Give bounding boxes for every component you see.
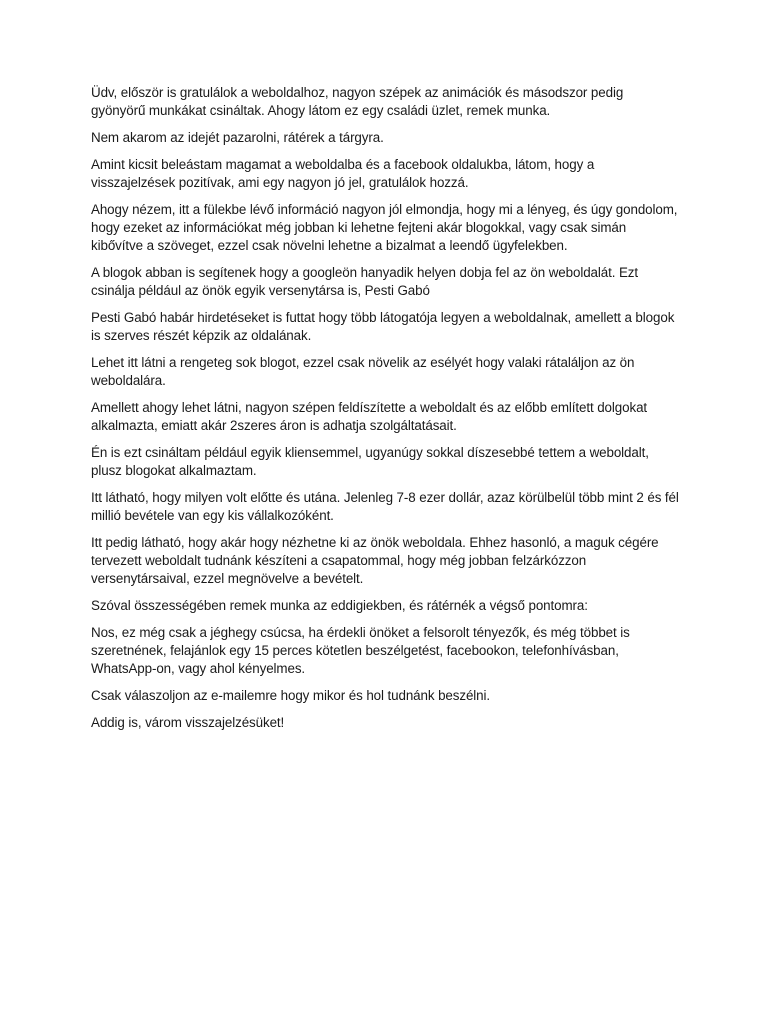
paragraph-before-after: Itt látható, hogy milyen volt előtte és utána. Jelenleg 7-8 ezer dollár, azaz körülbelül több mint 2 és fél millió bevétele van egy kis vállalkozóként. bbox=[91, 490, 679, 523]
paragraph-intro: Nem akarom az idejét pazarolni, rátérek a tárgyra. bbox=[91, 130, 384, 145]
paragraph-client-example: Én is ezt csináltam például egyik kliensemmel, ugyanúgy sokkal díszesebbé tettem a weboldalt, plusz blogokat alkalmaztam. bbox=[91, 445, 649, 478]
paragraph-closing: Addig is, várom visszajelzésüket! bbox=[91, 715, 285, 730]
paragraph-call-to-action: Csak válaszoljon az e-mailemre hogy mikor és hol tudnánk beszélni. bbox=[91, 688, 491, 703]
paragraph-summary: Szóval összességében remek munka az eddigiekben, és rátérnék a végső pontomra: bbox=[91, 598, 588, 613]
paragraph-decoration: Amellett ahogy lehet látni, nagyon szépen feldíszítette a weboldalt és az előbb említett dolgokat alkalmazta, emiatt akár 2szeres áron is adhatja szolgáltatásait. bbox=[91, 400, 648, 433]
paragraph-greeting: Üdv, először is gratulálok a weboldalhoz, nagyon szépek az animációk és másodszor pedig gyönyörű munkákat csináltak. Ahogy látom ez egy családi üzlet, remek munka. bbox=[91, 85, 624, 118]
paragraph-offer: Nos, ez még csak a jéghegy csúcsa, ha érdekli önöket a felsorolt tényezők, és még többet is szeretnének, felajánlok egy 15 perces kötetlen beszélgetést, facebookon, telefonhívásban, WhatsApp-on, vagy ahol kényelmes. bbox=[91, 625, 630, 676]
document-body bbox=[91, 84, 681, 741]
paragraph-blogs: A blogok abban is segítenek hogy a googleön hanyadik helyen dobja fel az ön weboldalát. Ezt csinálja például az önök egyik versenytársa is, Pesti Gabó bbox=[91, 265, 639, 298]
paragraph-feedback: Amint kicsit beleástam magamat a weboldalba és a facebook oldalukba, látom, hogy a visszajelzések pozitívak, ami egy nagyon jó jel, gratulálok hozzá. bbox=[91, 157, 595, 190]
paragraph-competitor: Pesti Gabó habár hirdetéseket is futtat hogy több látogatója legyen a weboldalnak, amellett a blogok is szerves részét képzik az oldalának. bbox=[91, 310, 675, 343]
paragraph-blog-count: Lehet itt látni a rengeteg sok blogot, ezzel csak növelik az esélyét hogy valaki rátaláljon az ön weboldalára. bbox=[91, 355, 635, 388]
paragraph-proposal: Itt pedig látható, hogy akár hogy nézhetne ki az önök weboldala. Ehhez hasonló, a maguk cégére tervezett weboldalt tudnánk készíteni a csapatommal, hogy még jobban felzárkózzon versenytársaival, ezzel megnövelve a bevételt. bbox=[91, 535, 659, 586]
paragraph-information: Ahogy nézem, itt a fülekbe lévő információ nagyon jól elmondja, hogy mi a lényeg, és úgy gondolom, hogy ezeket az információkat még jobban ki lehetne fejteni akár blogokkal, vagy csak simán kibővítve a szöveget, ezzel csak növelni lehetne a bizalmat a leendő ügyfelekben. bbox=[91, 202, 678, 253]
